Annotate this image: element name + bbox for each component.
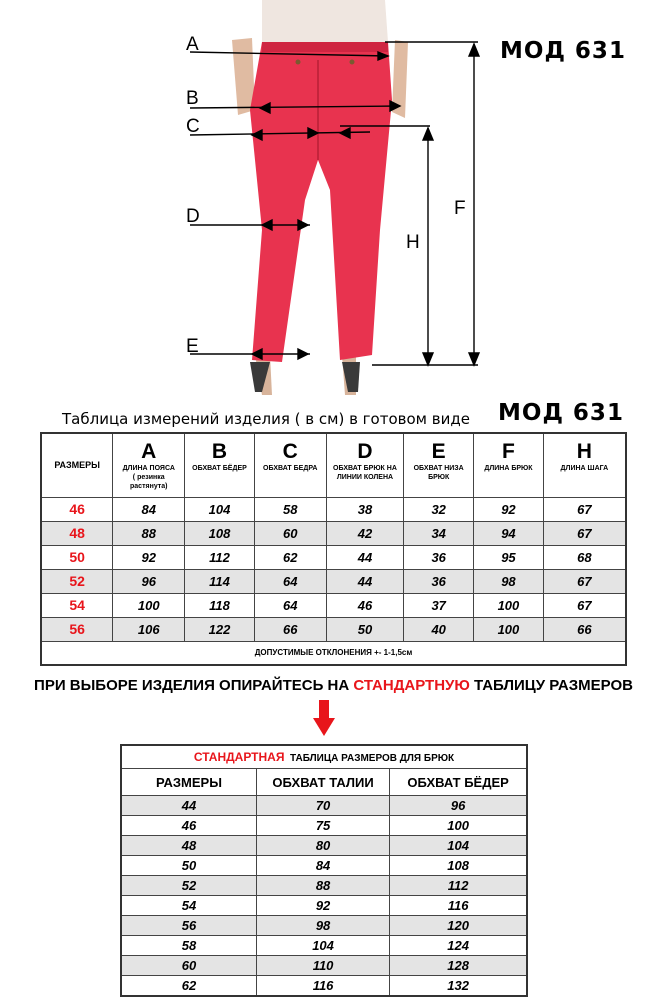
size-cell: 56 <box>41 617 113 641</box>
value-cell: 66 <box>543 617 626 641</box>
label-e: E <box>186 336 199 357</box>
value-cell: 62 <box>254 545 326 569</box>
value-cell: 58 <box>254 497 326 521</box>
size-cell: 52 <box>41 569 113 593</box>
table-row <box>41 545 626 569</box>
value-cell: 116 <box>390 896 527 916</box>
size-cell: 52 <box>121 876 256 896</box>
value-cell: 66 <box>254 617 326 641</box>
value-cell: 92 <box>474 497 544 521</box>
value-cell: 104 <box>256 936 389 956</box>
table-row <box>121 876 527 896</box>
header-col-f: F ДЛИНА БРЮК <box>474 433 544 497</box>
label-h: H <box>406 232 420 253</box>
value-cell: 110 <box>256 956 389 976</box>
size-cell: 60 <box>121 956 256 976</box>
value-cell: 116 <box>256 976 389 997</box>
value-cell: 120 <box>390 916 527 936</box>
model-code-top: МОД 631 <box>500 38 626 64</box>
value-cell: 128 <box>390 956 527 976</box>
value-cell: 106 <box>113 617 185 641</box>
label-f: F <box>454 198 466 219</box>
value-cell: 124 <box>390 936 527 956</box>
table-row <box>121 816 527 836</box>
table-row <box>121 796 527 816</box>
header-hips: ОБХВАТ БЁДЕР <box>390 769 527 796</box>
value-cell: 88 <box>113 521 185 545</box>
value-cell: 60 <box>254 521 326 545</box>
value-cell: 84 <box>256 856 389 876</box>
value-cell: 64 <box>254 569 326 593</box>
header-col-e: E ОБХВАТ НИЗА БРЮК <box>404 433 474 497</box>
value-cell: 36 <box>404 569 474 593</box>
value-cell: 38 <box>326 497 404 521</box>
header-col-h: H ДЛИНА ШАГА <box>543 433 626 497</box>
standard-size-table <box>120 744 528 997</box>
measurements-table <box>40 432 627 666</box>
size-cell: 56 <box>121 916 256 936</box>
table-row <box>41 569 626 593</box>
table-row <box>121 856 527 876</box>
value-cell: 75 <box>256 816 389 836</box>
value-cell: 64 <box>254 593 326 617</box>
value-cell: 84 <box>113 497 185 521</box>
value-cell: 32 <box>404 497 474 521</box>
header-col-b: B ОБХВАТ БЁДЕР <box>185 433 255 497</box>
value-cell: 108 <box>390 856 527 876</box>
value-cell: 100 <box>474 617 544 641</box>
value-cell: 67 <box>543 593 626 617</box>
arrow-down-icon <box>313 700 335 736</box>
size-cell: 54 <box>121 896 256 916</box>
label-b: B <box>186 88 199 109</box>
advice-text: ПРИ ВЫБОРЕ ИЗДЕЛИЯ ОПИРАЙТЕСЬ НА СТАНДАРТНУЮ ТАБЛИЦУ РАЗМЕРОВ <box>34 677 633 694</box>
value-cell: 96 <box>113 569 185 593</box>
table-row <box>41 497 626 521</box>
value-cell: 104 <box>185 497 255 521</box>
value-cell: 114 <box>185 569 255 593</box>
value-cell: 95 <box>474 545 544 569</box>
model-code-table: МОД 631 <box>498 400 624 426</box>
table-row <box>121 936 527 956</box>
standard-table-title: СТАНДАРТНАЯ ТАБЛИЦА РАЗМЕРОВ ДЛЯ БРЮК <box>121 745 527 769</box>
value-cell: 98 <box>474 569 544 593</box>
value-cell: 37 <box>404 593 474 617</box>
value-cell: 70 <box>256 796 389 816</box>
table-row <box>121 916 527 936</box>
label-d: D <box>186 206 200 227</box>
value-cell: 94 <box>474 521 544 545</box>
value-cell: 108 <box>185 521 255 545</box>
value-cell: 34 <box>404 521 474 545</box>
table-row <box>41 593 626 617</box>
value-cell: 132 <box>390 976 527 997</box>
size-cell: 48 <box>121 836 256 856</box>
value-cell: 68 <box>543 545 626 569</box>
value-cell: 44 <box>326 545 404 569</box>
value-cell: 118 <box>185 593 255 617</box>
table-row <box>41 521 626 545</box>
size-cell: 46 <box>121 816 256 836</box>
size-cell: 58 <box>121 936 256 956</box>
header-waist: ОБХВАТ ТАЛИИ <box>256 769 389 796</box>
size-cell: 48 <box>41 521 113 545</box>
table-row <box>121 836 527 856</box>
value-cell: 42 <box>326 521 404 545</box>
size-cell: 46 <box>41 497 113 521</box>
value-cell: 50 <box>326 617 404 641</box>
value-cell: 67 <box>543 521 626 545</box>
size-cell: 50 <box>41 545 113 569</box>
size-cell: 54 <box>41 593 113 617</box>
value-cell: 67 <box>543 569 626 593</box>
value-cell: 112 <box>185 545 255 569</box>
value-cell: 36 <box>404 545 474 569</box>
value-cell: 40 <box>404 617 474 641</box>
value-cell: 46 <box>326 593 404 617</box>
tolerance-note: ДОПУСТИМЫЕ ОТКЛОНЕНИЯ +- 1-1,5см <box>41 641 626 665</box>
table-caption: Таблица измерений изделия ( в см) в готовом виде <box>62 410 470 428</box>
value-cell: 98 <box>256 916 389 936</box>
label-a: A <box>186 34 199 55</box>
size-cell: 62 <box>121 976 256 997</box>
value-cell: 88 <box>256 876 389 896</box>
table-row <box>121 956 527 976</box>
header-sizes: РАЗМЕРЫ <box>41 433 113 497</box>
value-cell: 92 <box>256 896 389 916</box>
table-row <box>41 617 626 641</box>
value-cell: 112 <box>390 876 527 896</box>
value-cell: 92 <box>113 545 185 569</box>
header-col-c: C ОБХВАТ БЕДРА <box>254 433 326 497</box>
value-cell: 100 <box>113 593 185 617</box>
value-cell: 67 <box>543 497 626 521</box>
value-cell: 96 <box>390 796 527 816</box>
value-cell: 100 <box>474 593 544 617</box>
header-col-d: D ОБХВАТ БРЮК НА ЛИНИИ КОЛЕНА <box>326 433 404 497</box>
size-cell: 50 <box>121 856 256 876</box>
label-c: C <box>186 116 200 137</box>
size-cell: 44 <box>121 796 256 816</box>
value-cell: 100 <box>390 816 527 836</box>
product-figure <box>150 0 490 400</box>
table-row <box>121 976 527 997</box>
value-cell: 44 <box>326 569 404 593</box>
header-col-a: A ДЛИНА ПОЯСА ( резинка растянута) <box>113 433 185 497</box>
table-row <box>121 896 527 916</box>
value-cell: 122 <box>185 617 255 641</box>
value-cell: 104 <box>390 836 527 856</box>
header-sizes: РАЗМЕРЫ <box>121 769 256 796</box>
value-cell: 80 <box>256 836 389 856</box>
